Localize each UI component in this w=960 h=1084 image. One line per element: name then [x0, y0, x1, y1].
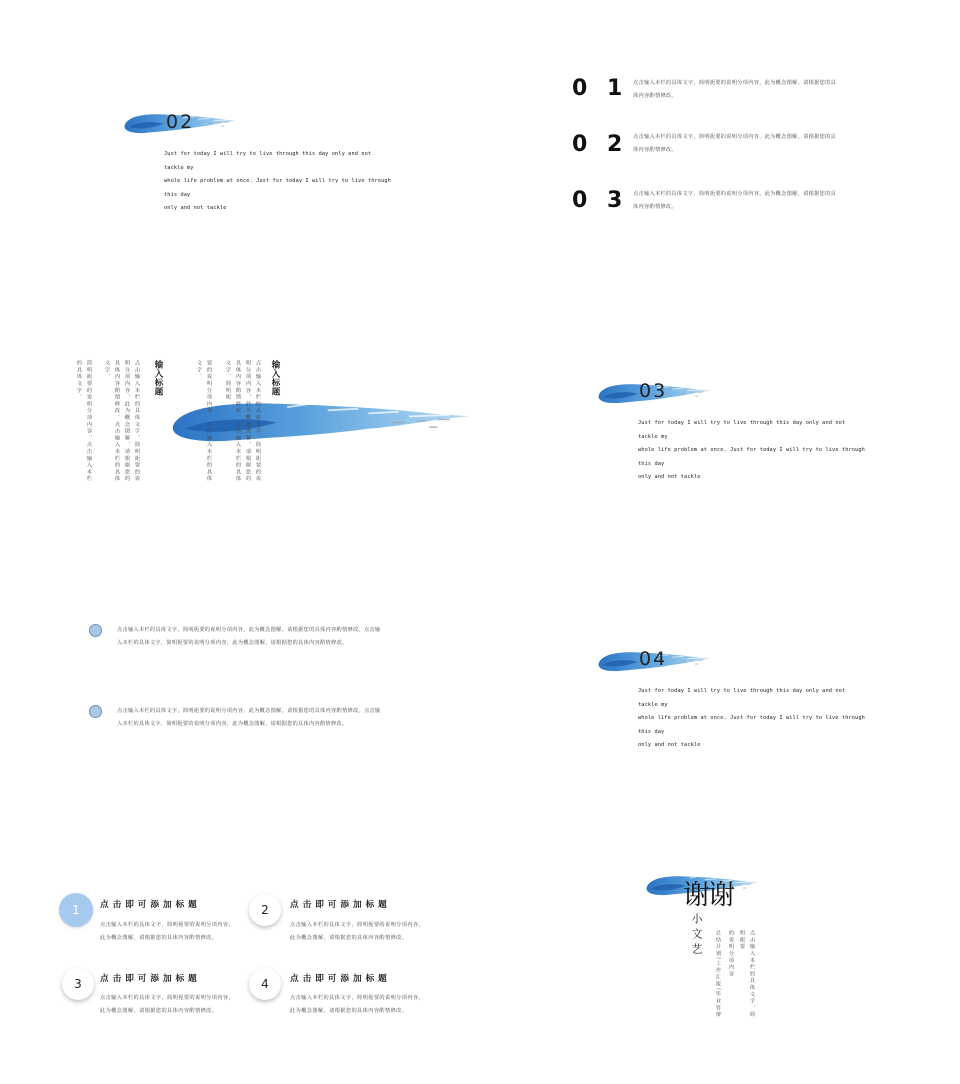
left-column-text-1: 点击输入本栏的具体文字，简明扼要的说明分项内容，此为概念图解，请根据您的具体内容酌情修改。点击输入本栏的具体文字，	[104, 360, 140, 483]
bullet-dot	[89, 624, 102, 637]
step-circle-4: 4	[249, 968, 281, 1000]
section-number: 04	[639, 648, 668, 670]
thanks-text-3: 总结计划/工作汇报/毕业答辩	[715, 930, 721, 1019]
step-circle-2: 2	[249, 894, 281, 926]
step-text-2: 点击输入本栏的具体文字，简明扼要的说明分项内容， 此为概念图解，请根据您的具体内容酌情修改。	[290, 922, 425, 941]
right-column-text-1: 点击输入本栏的具体文字，简明扼要的说明分项内容，此为概念图解，请根据您的具体内容酌情修改。点击输入本栏的具体文字，简明扼	[225, 360, 261, 483]
thanks-title: 谢谢	[683, 880, 733, 911]
right-column-title: 输入标题	[270, 360, 280, 396]
list-number-03: 0 3	[572, 188, 629, 213]
thanks-text-2: 的说明分项内容	[728, 930, 734, 978]
step-title-3: 点击即可添加标题	[100, 974, 201, 984]
list-item-text-02: 点击输入本栏的具体文字，简明扼要的说明分项内容，此为概念图解，请根据您的具 体内容酌情修改。	[633, 134, 837, 153]
step-title-4: 点击即可添加标题	[290, 974, 391, 984]
step-title-2: 点击即可添加标题	[290, 900, 391, 910]
step-text-4: 点击输入本栏的具体文字，简明扼要的说明分项内容， 此为概念图解，请根据您的具体内容酌情修改。	[290, 995, 425, 1014]
bullet-dot	[89, 705, 102, 718]
list-number-01: 0 1	[572, 76, 629, 101]
thanks-text-1: 点击输入本栏的具体文字，简明扼要	[739, 930, 755, 1019]
section-number: 02	[166, 111, 195, 133]
right-column-text-2: 要的说明分项内容，点击输入本栏的具体文字。	[196, 360, 212, 483]
thanks-subtitle: 小文艺	[690, 913, 703, 958]
step-circle-1: 1	[59, 893, 93, 927]
section-description: Just for today I will try to live through this day only and not tackle my whole life problem at once. Just for today I will try to live through this day only and not tackle	[164, 151, 391, 211]
step-text-1: 点击输入本栏的具体文字，简明扼要的说明分项内容， 此为概念图解，请根据您的具体内容酌情修改。	[100, 922, 235, 941]
list-item-text-03: 点击输入本栏的具体文字，简明扼要的说明分项内容，此为概念图解，请根据您的具 体内容酌情修改。	[633, 191, 837, 210]
list-number-02: 0 2	[572, 132, 629, 157]
step-circle-3: 3	[62, 968, 94, 1000]
section-description: Just for today I will try to live through this day only and not tackle my whole life problem at once. Just for today I will try to live through this day only and not tackle	[638, 420, 865, 480]
left-column-title: 输入标题	[153, 360, 163, 396]
section-number: 03	[639, 380, 668, 402]
list-item-text-01: 点击输入本栏的具体文字，简明扼要的说明分项内容，此为概念图解，请根据您的具 体内容酌情修改。	[633, 80, 837, 99]
bullet-text-1: 点击输入本栏的具体文字，简明扼要的说明分项内容，此为概念图解，请根据您的具体内容酌情修改。点击输 入本栏的具体文字，简明扼要的说明分项内容，此为概念图解，请根据您的具体内容酌情修改。	[117, 627, 381, 646]
left-column-text-2: 简明扼要的说明分项内容，点击输入本栏的具体文字。	[76, 360, 92, 483]
section-description: Just for today I will try to live through this day only and not tackle my whole life problem at once. Just for today I will try to live through this day only and not tackle	[638, 688, 865, 748]
bullet-text-2: 点击输入本栏的具体文字，简明扼要的说明分项内容，此为概念图解，请根据您的具体内容酌情修改。点击输 入本栏的具体文字，简明扼要的说明分项内容，此为概念图解，请根据您的具体内容酌情修改。	[117, 708, 381, 727]
step-text-3: 点击输入本栏的具体文字，简明扼要的说明分项内容， 此为概念图解，请根据您的具体内容酌情修改。	[100, 995, 235, 1014]
step-title-1: 点击即可添加标题	[100, 900, 201, 910]
